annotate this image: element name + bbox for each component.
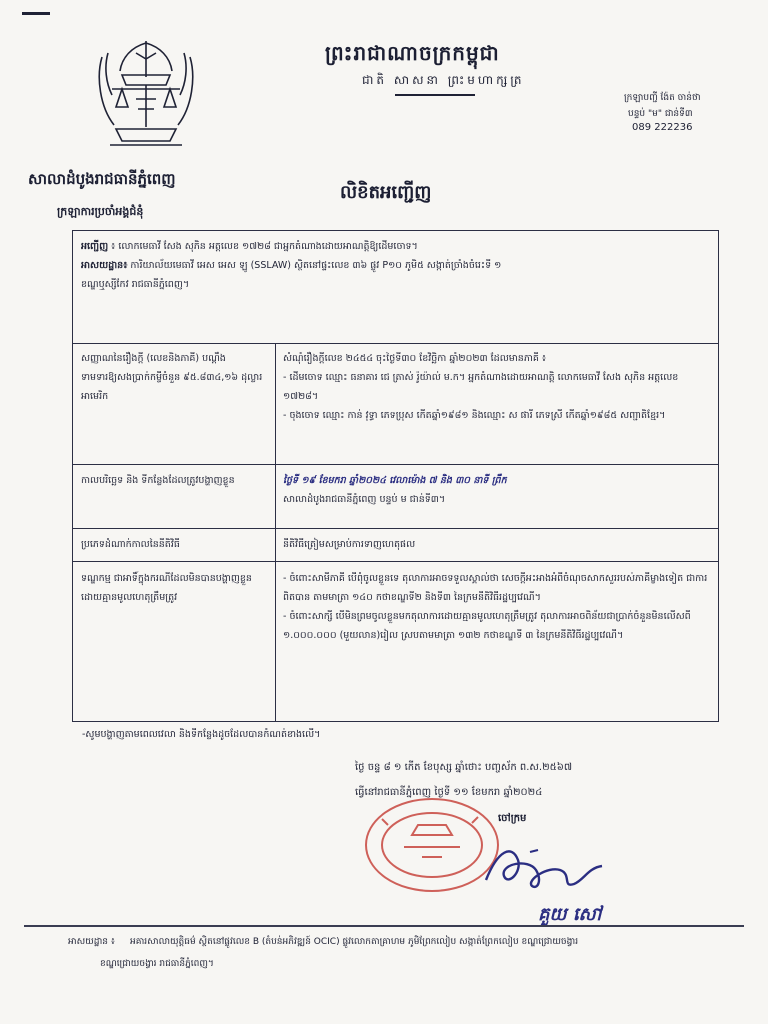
column-divider xyxy=(275,343,276,721)
defendant-item: - ចុងចោទ ឈ្មោះ កាន់ វុទ្ធា ភេទប្រុស កើតឆ្នាំ១៩៨១ និងឈ្មោះ ស ផារី ភេទស្រី កើតឆ្នាំ១៩៨៥ សញ្ជាតិខ្មែរ។ xyxy=(283,410,666,421)
signer-name: គួយ សៅ xyxy=(538,904,602,925)
footer-address-line1: អគារសាលាយុត្តិធម៌ ស្ថិតនៅផ្លូវលេខ B (តំបន់អភិវឌ្ឍន៍ OCIC) ផ្លូវលោកតាគ្រាហម ភូមិព្រែកលៀប សង្កាត់ព្រែកលៀប ខណ្ឌជ្រោយចង្វារ xyxy=(130,937,579,947)
invite-section: អញ្ជើញ ៖ លោកមេធាវី សែង សុភិន អត្តលេខ ១៧២៨ ជាអ្នកតំណាងដោយអាណត្តិឱ្យដើមចោទ។ អាសយដ្ឋាន៖ ការិយាល័យមេធាវី អេស អេស ឡូ (SSLAW) ស្ថិតនៅផ្ទះលេខ ៣៦ ផ្លូវ P១០ ភូមិ៥ សង្កាត់ច្រាំងចំរេះទី ១ ខណ្ឌឬស្សីកែវ រាជធានីភ្នំពេញ។ xyxy=(81,241,502,290)
case-details xyxy=(283,349,711,425)
address-line1: ការិយាល័យមេធាវី អេស អេស ឡូ (SSLAW) ស្ថិតនៅផ្ទះលេខ ៣៦ ផ្លូវ P១០ ភូមិ៥ សង្កាត់ច្រាំងចំរេះទី ១ xyxy=(130,260,502,271)
clerk-phone: 089 222236 xyxy=(632,122,693,133)
clerk-name: ក្រឡាបញ្ជី ង៉ែត ចាន់ថា xyxy=(624,93,701,103)
plaintiff-item: - ដើមចោទ ឈ្មោះ ធនាគារ ជេ ត្រាស់ រ៉ូយ៉ាល់ ម.ក។ អ្នកតំណាងដោយអាណត្តិ លោកមេធាវី សែង សុភិន អត្តលេខ ១៧២៨។ xyxy=(283,372,679,402)
procedure-label: ប្រភេទដំណាក់កាលនៃនីតិវិធី xyxy=(81,539,180,550)
invite-person: លោកមេធាវី សែង សុភិន អត្តលេខ ១៧២៨ ជាអ្នកតំណាងដោយអាណត្តិឱ្យដើមចោទ។ xyxy=(118,241,418,252)
hearing-place: សាលាដំបូងរាជធានីភ្នំពេញ បន្ទប់ ម ជាន់ទី៣។ xyxy=(283,494,446,505)
row-divider xyxy=(73,343,718,344)
motto-divider xyxy=(395,94,475,96)
order-by-title: ចៅក្រម xyxy=(498,813,527,824)
date-solar: ធ្វើនៅរាជធានីភ្នំពេញ ថ្ងៃទី ១១ ខែមករា ឆ្នាំ២០២៤ xyxy=(355,787,543,798)
row-divider xyxy=(73,561,718,562)
date-lunar: ថ្ងៃ ចន្ទ ៨ ១ កើត ខែបុស្ស ឆ្នាំថោះ បញ្ចស័ក ព.ស.២៥៦៧ xyxy=(355,762,573,773)
document-title: លិខិតអញ្ជើញ xyxy=(340,182,432,203)
footer-address-label: អាសយដ្ឋាន ៖ xyxy=(68,937,115,947)
footnote: -សូមបង្ហាញតាមពេលវេលា និងទីកន្លែងដូចដែលបានកំណត់ខាងលើ។ xyxy=(82,729,321,740)
court-emblem-icon xyxy=(92,37,200,155)
sanction-witness: - ចំពោះសាក្សី បើមិនព្រមចូលខ្លួនមកតុលាការដោយគ្មានមូលហេតុត្រឹមត្រូវ តុលាការអាចពិន័យជាប្រាក់ចំនួនមិនលើសពី ១.០០០.០០០ (មួយលាន)រៀល ស្របតាមមាត្រា ១៣២ កថាខណ្ឌទី ៣ នៃក្រមនីតិវិធីរដ្ឋប្បវេណី។ xyxy=(283,611,691,641)
clerk-room: បន្ទប់ "ម" ជាន់ទី៣ xyxy=(628,109,693,119)
national-motto: ជាតិ សាសនា ព្រះមហាក្សត្រ xyxy=(362,73,525,87)
case-intro: សំណុំរឿងក្តីលេខ ២៤៥៤ ចុះថ្ងៃទី៣០ ខែវិច្ឆិកា ឆ្នាំ២០២៣ ដែលមានភាគី ៖ xyxy=(283,353,547,364)
sanction-label: ទណ្ឌកម្ម ជាអាទិ៍ក្នុងករណីដែលមិនបានបង្ហាញខ្លួនដោយគ្មានមូលហេតុត្រឹមត្រូវ xyxy=(81,573,252,603)
footer-address-line2: ខណ្ឌជ្រោយចង្វារ រាជធានីភ្នំពេញ។ xyxy=(100,959,214,969)
sanction-party: - ចំពោះសាមីភាគី បើពុំចូលខ្លួនទេ តុលាការអាចទទួលស្គាល់ថា សេចក្តីអះអាងអំពីចំណុចសាកសួររបស់ភាគីម្ខាងទៀត ជាការពិតបាន តាមមាត្រា ១៤០ កថាខណ្ឌទី២ និងទី៣ នៃក្រមនីតិវិធីរដ្ឋប្បវេណី។ xyxy=(283,573,708,603)
address-line2: ខណ្ឌឬស្សីកែវ រាជធានីភ្នំពេញ។ xyxy=(81,279,190,290)
kingdom-title: ព្រះរាជាណាចក្រកម្ពុជា xyxy=(325,41,500,65)
hearing-details xyxy=(283,471,711,509)
corner-mark xyxy=(22,12,50,15)
address-label: អាសយដ្ឋាន៖ xyxy=(81,260,128,271)
invite-label: អញ្ជើញ xyxy=(81,241,109,252)
case-label: សញ្ញាណនៃរឿងក្តី (លេខនិងភាគី) បណ្តឹងទាមទារឱ្យសងប្រាក់កម្ចីចំនួន ៩៥.៨៣៤,១៦ ដុល្លារអាមេរិក xyxy=(81,353,263,402)
procedure-value: នីតិវិធីត្រៀមសម្រាប់ការទាញហេតុផល xyxy=(283,539,416,550)
court-name: សាលាដំបូងរាជធានីភ្នំពេញ xyxy=(28,170,176,188)
row-divider xyxy=(73,528,718,529)
hearing-datetime: ថ្ងៃទី ១៩ ខែមករា ឆ្នាំ២០២៤ វេលាម៉ោង ៧ និង ៣០ នាទី ព្រឹក xyxy=(283,475,507,486)
row-divider xyxy=(73,464,718,465)
clerk-office: ក្រឡាការប្រចាំអង្គជំនុំ xyxy=(57,205,144,218)
footer-divider xyxy=(24,925,744,927)
judge-signature-icon xyxy=(478,830,608,900)
sanction-details xyxy=(283,569,711,645)
summons-table xyxy=(72,230,719,722)
hearing-label: កាលបរិច្ឆេទ និង ទីកន្លែងដែលត្រូវបង្ហាញខ្លួន xyxy=(81,475,235,486)
